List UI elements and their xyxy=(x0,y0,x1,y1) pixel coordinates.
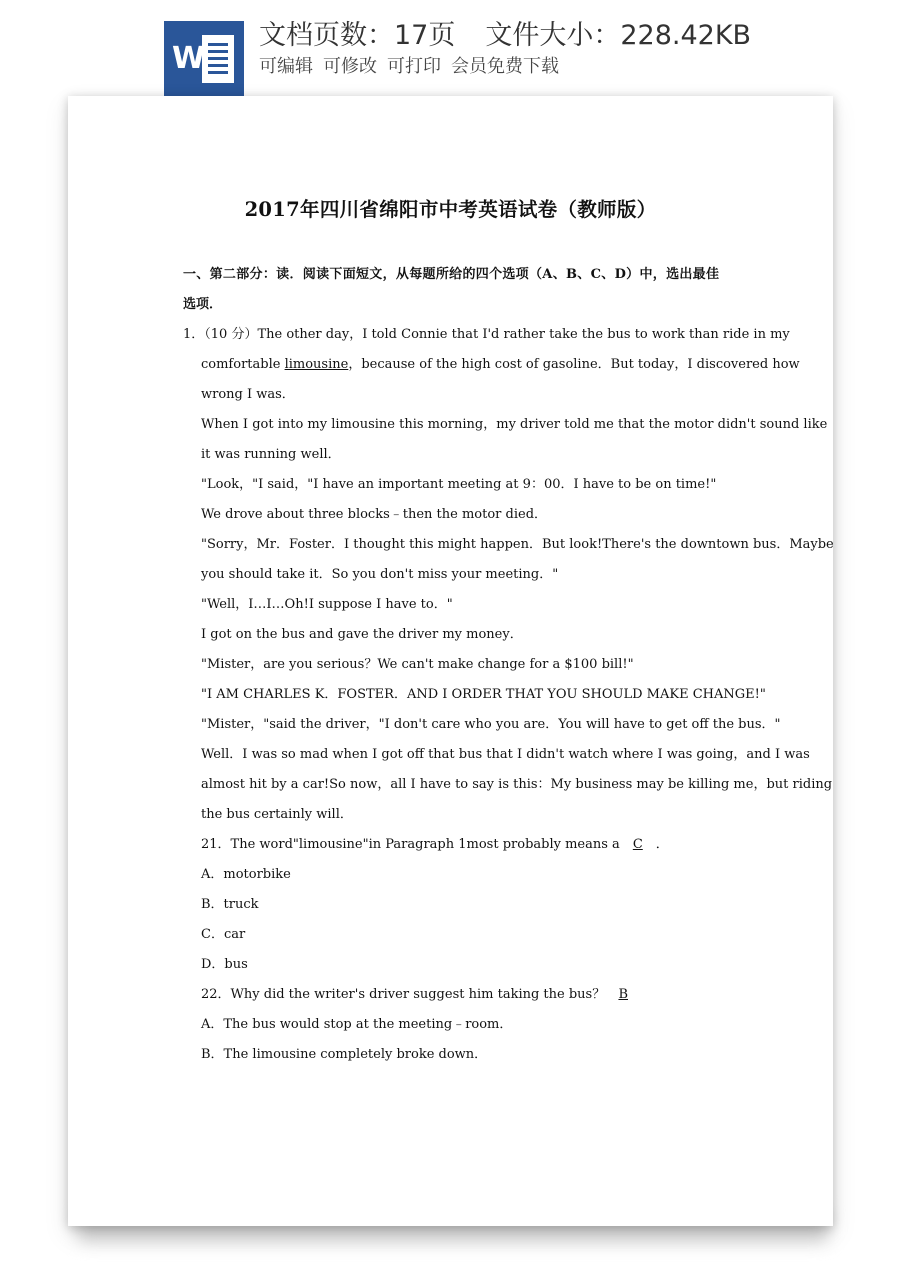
passage-line xyxy=(183,350,800,380)
passage-line: 1．（10 分）The other day，I told Connie that I'd rather take the bus to work than ride in my xyxy=(183,327,790,342)
option-item: D．bus xyxy=(201,957,248,972)
passage-line: "Look，"I said，"I have an important meeting at 9：00．I have to be on time!" xyxy=(201,477,717,492)
section-heading-line: 选项． xyxy=(183,297,223,312)
file-size: 文件大小：228.42KB xyxy=(485,20,752,51)
document-info-line xyxy=(259,16,751,56)
document-title: 2017年四川省绵阳市中考英语试卷（教师版） xyxy=(244,198,657,221)
feature-printable: 可打印 xyxy=(387,56,441,77)
feature-member-download: 会员免费下载 xyxy=(451,56,559,77)
passage-line: "Well，I…I…Oh!I suppose I have to．" xyxy=(201,597,453,612)
download-banner xyxy=(0,0,900,100)
passage-line: We drove about three blocks﹣then the motor died． xyxy=(201,507,548,522)
question-text: 21．The word"limousine"in Paragraph 1most probably means a xyxy=(201,837,620,852)
option-item: A．The bus would stop at the meeting﹣room． xyxy=(201,1017,513,1032)
word-document-icon xyxy=(164,21,244,96)
underlined-word: limousine xyxy=(284,357,349,372)
feature-editable: 可编辑 xyxy=(259,56,313,77)
passage-line: wrong I was． xyxy=(201,387,295,402)
question-22 xyxy=(183,980,723,1010)
option-item: A．motorbike xyxy=(201,867,291,882)
word-logo-letter: W xyxy=(172,41,206,76)
option-item: B．The limousine completely broke down． xyxy=(201,1047,488,1062)
text-span: ，because of the high cost of gasoline．But today，I discovered how xyxy=(348,357,800,372)
question-text: 22．Why did the writer's driver suggest him taking the bus？ xyxy=(201,987,606,1002)
passage-line: you should take it．So you don't miss your meeting．" xyxy=(201,567,559,582)
passage-line: "I AM CHARLES K．FOSTER．AND I ORDER THAT YOU SHOULD MAKE CHANGE!" xyxy=(201,687,766,702)
passage-line: "Mister，are you serious？We can't make change for a $100 bill!" xyxy=(201,657,634,672)
feature-modifiable: 可修改 xyxy=(323,56,377,77)
passage-line: I got on the bus and gave the driver my money． xyxy=(201,627,523,642)
text-span: comfortable xyxy=(201,357,285,372)
passage-line: "Mister，"said the driver，"I don't care who you are．You will have to get off the bus．" xyxy=(201,717,781,732)
option-item: B．truck xyxy=(201,897,259,912)
feature-list xyxy=(259,54,569,80)
reading-passage xyxy=(183,320,834,1070)
option-item: C．car xyxy=(201,927,246,942)
page-count: 文档页数：17页 xyxy=(259,20,456,51)
section-heading-line: 一、第二部分：读．阅读下面短文，从每题所给的四个选项（A、B、C、D）中，选出最佳 xyxy=(183,267,719,282)
passage-line: "Sorry，Mr．Foster．I thought this might happen．But look!There's the downtown bus．Maybe xyxy=(201,537,834,552)
section-heading xyxy=(183,260,719,320)
question-21 xyxy=(183,830,723,860)
passage-line: When I got into my limousine this morning，my driver told me that the motor didn't sound like xyxy=(201,417,828,432)
passage-line: the bus certainly will． xyxy=(201,807,353,822)
passage-line: Well．I was so mad when I got off that bus that I didn't watch where I was going，and I was xyxy=(201,747,810,762)
passage-line: it was running well． xyxy=(201,447,341,462)
question-end: ． xyxy=(655,837,669,852)
answer-blank: C xyxy=(632,837,643,852)
document-page xyxy=(68,96,833,1226)
passage-line: almost hit by a car!So now，all I have to say is this：My business may be killing me，but riding xyxy=(201,777,833,792)
answer-blank: B xyxy=(618,987,628,1002)
